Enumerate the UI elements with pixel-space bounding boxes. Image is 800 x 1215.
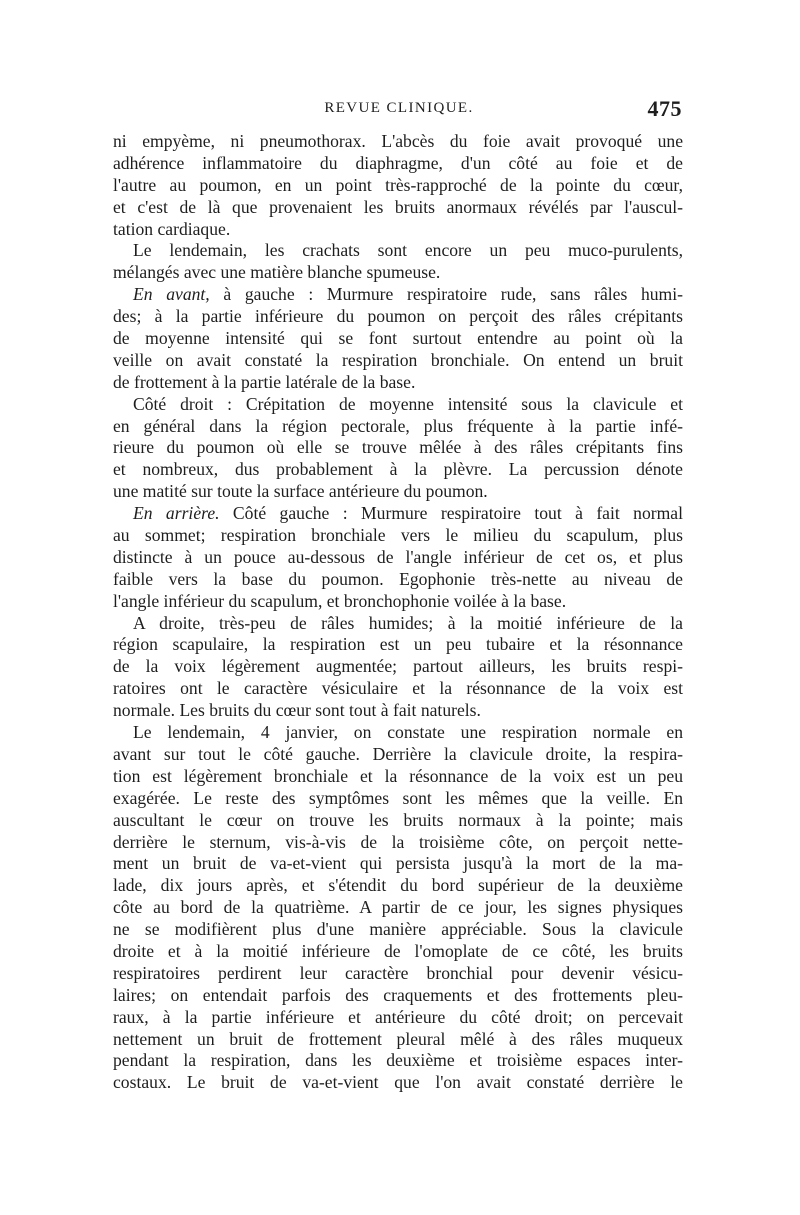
text-run: de frottement à la partie latérale de la base. <box>113 371 416 392</box>
text-line <box>113 262 683 284</box>
text-run: A droite, très-peu de râles humides; à la moitié inférieure de la <box>133 612 683 633</box>
text-line <box>113 416 683 438</box>
text-run: tation cardiaque. <box>113 218 231 239</box>
text-run: droite et à la moitié inférieure de l'omoplate de ce côté, les bruits <box>113 940 683 961</box>
body-text <box>113 131 683 1094</box>
text-run: ni empyème, ni pneumothorax. L'abcès du foie avait provoqué une <box>113 131 683 151</box>
text-run: normale. Les bruits du cœur sont tout à fait naturels. <box>113 700 481 721</box>
text-run: en général dans la région pectorale, plus fréquente à la partie infé- <box>113 415 683 436</box>
text-line <box>113 788 683 810</box>
text-line <box>113 700 683 722</box>
text-run: derrière le sternum, vis-à-vis de la troisième côte, on perçoit nette- <box>113 831 683 852</box>
text-run: costaux. Le bruit de va-et-vient que l'on avait constaté derrière le <box>113 1072 683 1093</box>
text-run: Côté gauche : Murmure respiratoire tout à fait normal <box>219 503 683 524</box>
text-run: faible vers la base du poumon. Egophonie très-nette au niveau de <box>113 568 683 589</box>
text-line <box>113 459 683 481</box>
text-line <box>113 394 683 416</box>
text-run: l'autre au poumon, en un point très-rapproché de la pointe du cœur, <box>113 174 683 195</box>
text-line <box>113 131 683 153</box>
text-line <box>113 350 683 372</box>
text-run: et nombreux, dus probablement à la plèvre. La percussion dénote <box>113 459 683 480</box>
text-line <box>113 766 683 788</box>
text-run: ratoires ont le caractère vésiculaire et la résonnance de la voix est <box>113 678 683 699</box>
text-line <box>113 503 683 525</box>
text-line <box>113 985 683 1007</box>
text-line <box>113 613 683 635</box>
text-line <box>113 678 683 700</box>
text-line <box>113 810 683 832</box>
text-line <box>113 897 683 919</box>
text-run: au sommet; respiration bronchiale vers le milieu du scapulum, plus <box>113 525 683 546</box>
text-line <box>113 197 683 219</box>
running-head <box>116 96 682 122</box>
text-line <box>113 525 683 547</box>
text-line <box>113 963 683 985</box>
text-run: ment un bruit de va-et-vient qui persista jusqu'à la mort de la ma- <box>113 853 683 874</box>
running-title: REVUE CLINIQUE. <box>324 100 474 116</box>
text-line <box>113 1007 683 1029</box>
text-run: de la voix légèrement augmentée; partout ailleurs, les bruits respi- <box>113 656 683 677</box>
text-run: Le lendemain, 4 janvier, on constate une respiration normale en <box>133 722 683 743</box>
text-run: exagérée. Le reste des symptômes sont les mêmes que la veille. En <box>113 787 683 808</box>
text-line <box>113 919 683 941</box>
text-run: une matité sur toute la surface antérieure du poumon. <box>113 481 488 502</box>
text-line <box>113 175 683 197</box>
text-run: rieure du poumon où elle se trouve mêlée à des râles crépitants fins <box>113 437 683 458</box>
text-run: pendant la respiration, dans les deuxième et troisième espaces inter- <box>113 1050 683 1071</box>
text-line <box>113 284 683 306</box>
text-run: raux, à la partie inférieure et antérieure du côté droit; on percevait <box>113 1006 683 1027</box>
text-line <box>113 569 683 591</box>
text-line <box>113 656 683 678</box>
text-run: nettement un bruit de frottement pleural mêlé à des râles muqueux <box>113 1028 683 1049</box>
text-line <box>113 591 683 613</box>
text-run: Le lendemain, les crachats sont encore un peu muco-purulents, <box>133 240 683 261</box>
text-run: laires; on entendait parfois des craquements et des frottements pleu- <box>113 984 683 1005</box>
text-run: ne se modifièrent plus d'une manière appréciable. Sous la clavicule <box>113 919 683 940</box>
text-line <box>113 832 683 854</box>
italic-run: En arrière. <box>133 503 220 524</box>
text-line <box>113 437 683 459</box>
text-run: respiratoires perdirent leur caractère bronchial pour devenir vésicu- <box>113 962 683 983</box>
text-run: tion est légèrement bronchiale et la résonnance de la voix est un peu <box>113 765 683 786</box>
text-line <box>113 153 683 175</box>
text-line <box>113 1072 683 1094</box>
text-run: côte au bord de la quatrième. A partir de ce jour, les signes physiques <box>113 897 683 918</box>
text-run: l'angle inférieur du scapulum, et bronchophonie voilée à la base. <box>113 590 567 611</box>
text-run: région scapulaire, la respiration est un peu tubaire et la résonnance <box>113 634 683 655</box>
text-run: à gauche : Murmure respiratoire rude, sans râles humi- <box>209 284 683 305</box>
text-line <box>113 875 683 897</box>
text-line <box>113 306 683 328</box>
text-run: auscultant le cœur on trouve les bruits normaux à la pointe; mais <box>113 809 683 830</box>
text-line <box>113 481 683 503</box>
text-run: mélangés avec une matière blanche spumeuse. <box>113 262 441 283</box>
text-line <box>113 240 683 262</box>
text-line <box>113 1029 683 1051</box>
text-line <box>113 547 683 569</box>
text-line <box>113 1050 683 1072</box>
text-line <box>113 372 683 394</box>
text-run: et c'est de là que provenaient les bruits anormaux révélés par l'auscul- <box>113 196 683 217</box>
italic-run: En avant, <box>133 284 210 305</box>
text-run: distincte à un pouce au-dessous de l'angle inférieur de cet os, et plus <box>113 546 683 567</box>
text-run: avant sur tout le côté gauche. Derrière la clavicule droite, la respira- <box>113 743 683 764</box>
text-line <box>113 853 683 875</box>
text-line <box>113 328 683 350</box>
text-line <box>113 744 683 766</box>
text-run: veille on avait constaté la respiration bronchiale. On entend un bruit <box>113 349 683 370</box>
text-run: de moyenne intensité qui se font surtout entendre au point où la <box>113 328 683 349</box>
text-run: des; à la partie inférieure du poumon on perçoit des râles crépitants <box>113 306 683 327</box>
text-line <box>113 634 683 656</box>
text-run: Côté droit : Crépitation de moyenne intensité sous la clavicule et <box>133 393 683 414</box>
text-run: adhérence inflammatoire du diaphragme, d'un côté au foie et de <box>113 152 683 173</box>
text-line <box>113 941 683 963</box>
text-run: lade, dix jours après, et s'étendit du bord supérieur de la deuxième <box>113 875 683 896</box>
text-line <box>113 722 683 744</box>
text-line <box>113 219 683 241</box>
page-number: 475 <box>647 96 682 121</box>
